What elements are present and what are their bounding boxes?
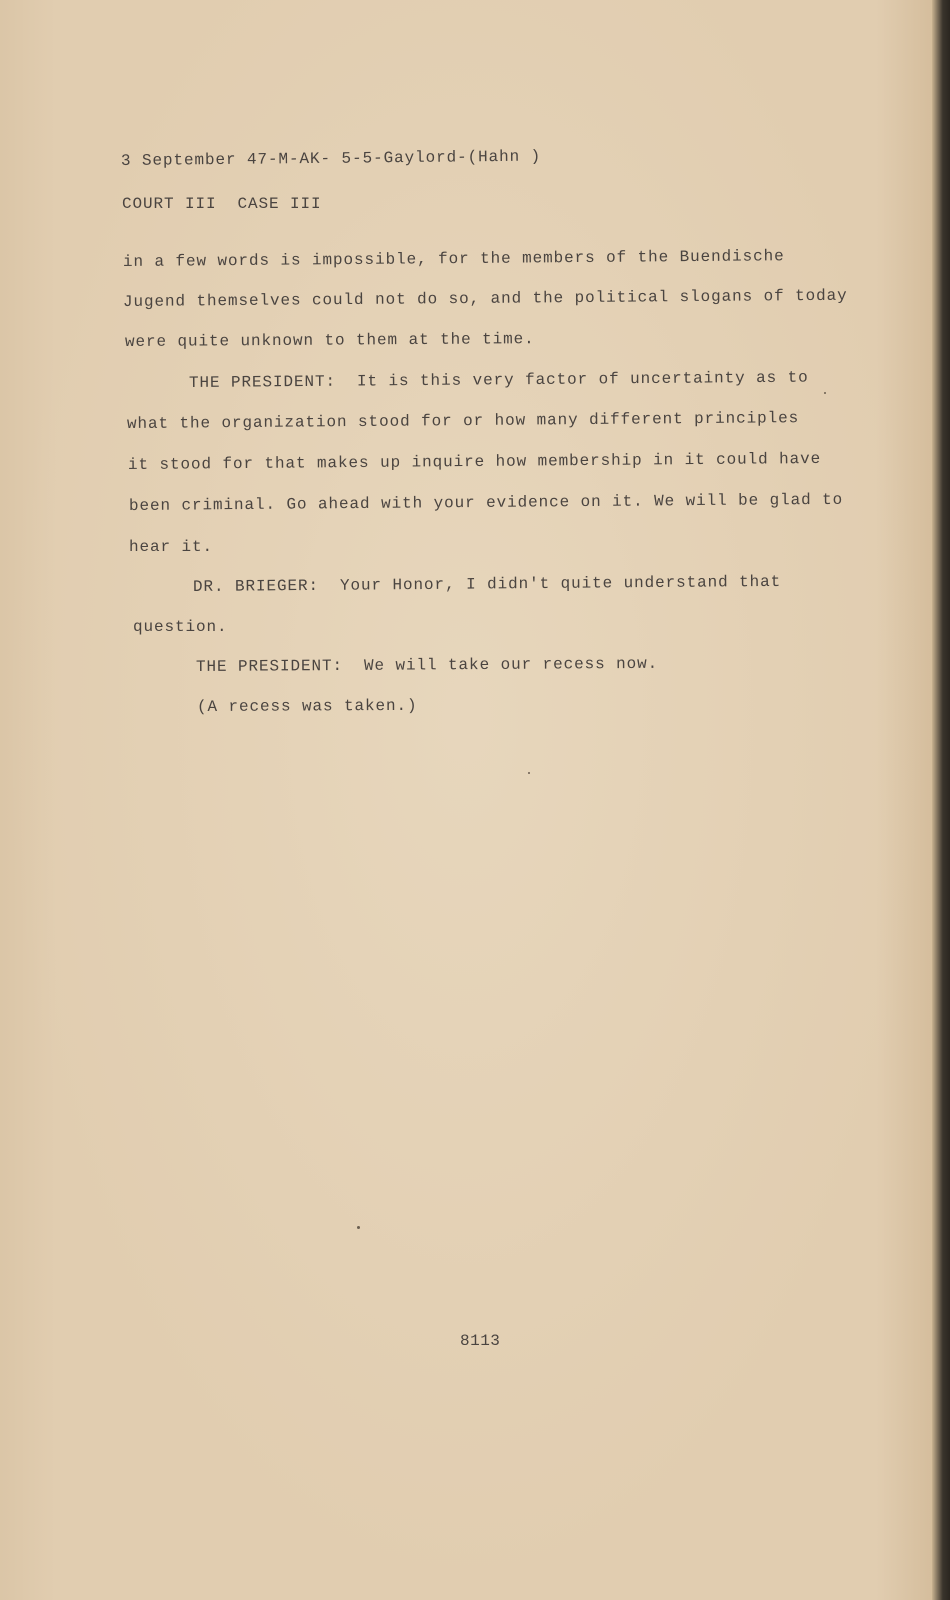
- body-line: been criminal. Go ahead with your evidence on it. We will be glad to: [128, 490, 844, 515]
- body-line: DR. BRIEGER: Your Honor, I didn't quite understand that: [192, 572, 782, 596]
- body-line: what the organization stood for or how many different principles: [126, 409, 800, 433]
- paper-speck: [528, 772, 530, 774]
- body-line: THE PRESIDENT: We will take our recess now.: [195, 654, 659, 676]
- body-line: THE PRESIDENT: It is this very factor of uncertainty as to: [188, 368, 809, 392]
- body-line: were quite unknown to them at the time.: [124, 330, 535, 351]
- header-court-case: COURT III CASE III: [122, 195, 322, 213]
- body-line: in a few words is impossible, for the members of the Buendische: [122, 247, 785, 271]
- page-edge: [932, 0, 950, 1600]
- body-line: Jugend themselves could not do so, and the political slogans of today: [122, 286, 848, 311]
- body-line: question.: [133, 618, 228, 636]
- body-line: it stood for that makes up inquire how membership in it could have: [127, 449, 822, 474]
- body-line: (A recess was taken.): [196, 696, 418, 716]
- paper-speck: [357, 1226, 360, 1229]
- header-date-line: 3 September 47-M-AK- 5-5-Gaylord-(Hahn ): [120, 147, 542, 170]
- body-line: hear it.: [129, 538, 214, 556]
- paper-speck: [824, 392, 826, 394]
- page-number: 8113: [460, 1332, 501, 1350]
